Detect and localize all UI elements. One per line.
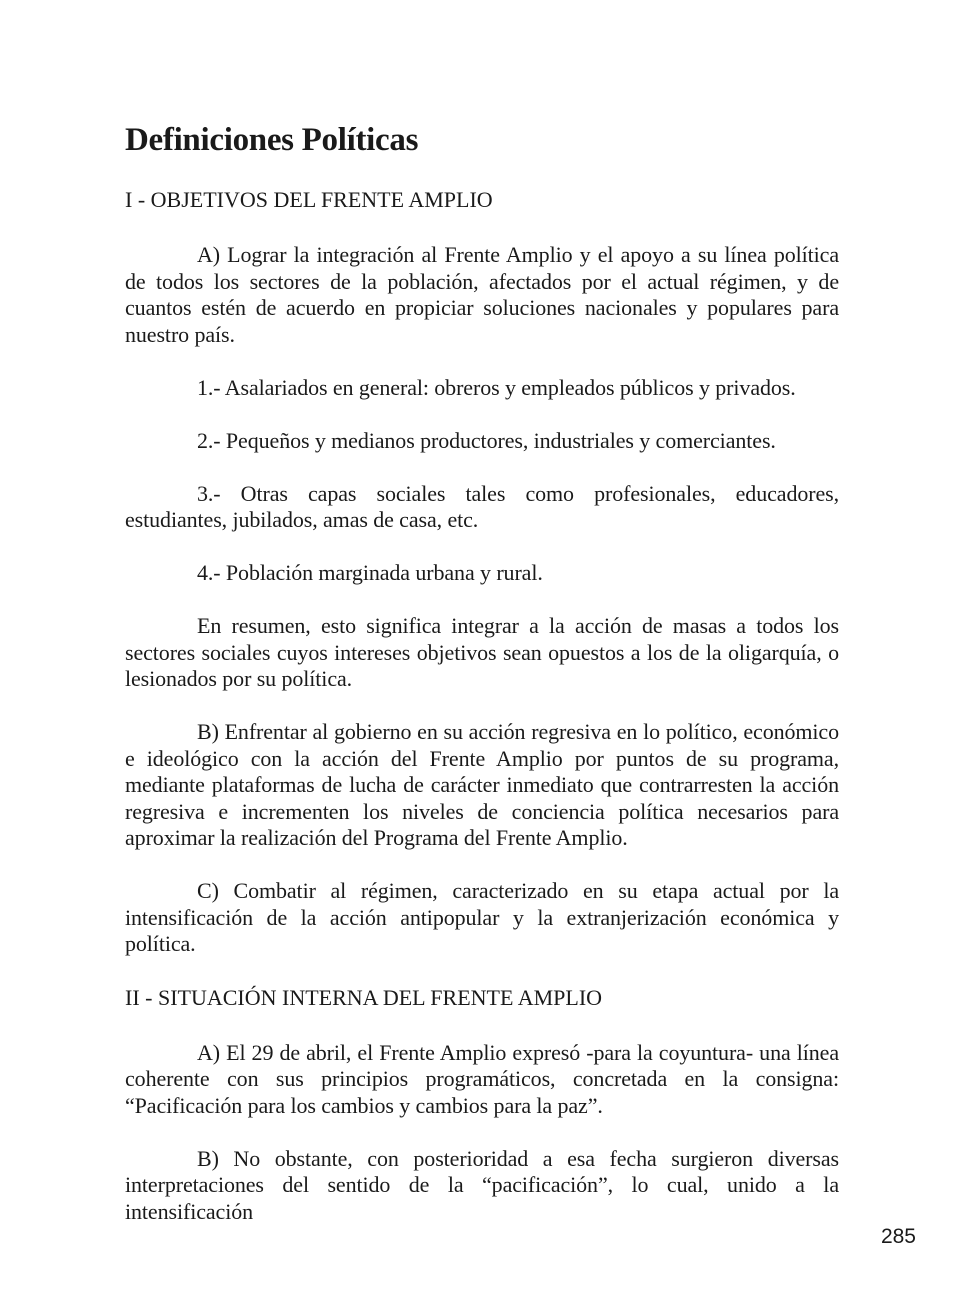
paragraph: A) Lograr la integración al Frente Amplio y el apoyo a su línea política de todos los sectores de la población, afectados por el actual régimen, y de cuantos estén de acuerdo en propiciar soluciones nacionales y populares para nuestro país.: [125, 242, 839, 347]
paragraph: B) Enfrentar al gobierno en su acción regresiva en lo político, económico e ideológico con la acción del Frente Amplio por puntos de su programa, mediante plataformas de lucha de carácter inmediato que contrarresten la acción regresiva e incrementen los niveles de conciencia política necesarios para aproximar la realización del Programa del Frente Amplio.: [125, 719, 839, 850]
page-number: 285: [880, 1225, 916, 1248]
list-item: 1.- Asalariados en general: obreros y empleados públicos y privados.: [197, 374, 796, 400]
list-item: 2.- Pequeños y medianos productores, industriales y comerciantes.: [197, 427, 776, 453]
list-item: 3.- Otras capas sociales tales como profesionales, educadores, estudiantes, jubilados, amas de casa, etc.: [125, 480, 839, 532]
paragraph: B) No obstante, con posterioridad a esa fecha surgieron diversas interpretaciones del sentido de la “pacificación”, lo cual, unido a la intensificación: [125, 1145, 839, 1224]
paragraph: C) Combatir al régimen, caracterizado en su etapa actual por la intensificación de la acción antipopular y la extranjerización económica y política.: [125, 878, 839, 956]
document-title: Definiciones Políticas: [125, 122, 419, 158]
paragraph: En resumen, esto significa integrar a la acción de masas a todos los sectores sociales cuyos intereses objetivos sean opuestos a los de la oligarquía, o lesionados por su política.: [125, 613, 839, 691]
paragraph: A) El 29 de abril, el Frente Amplio expresó -para la coyuntura- una línea coherente con sus principios programáticos, concretada en la consigna: “Pacificación para los cambios y cambios para la paz”.: [125, 1039, 839, 1118]
section-heading-situacion: II - SITUACIÓN INTERNA DEL FRENTE AMPLIO: [125, 984, 603, 1010]
section-heading-objetivos: I - OBJETIVOS DEL FRENTE AMPLIO: [125, 187, 493, 212]
document-page: [125, 118, 839, 1225]
list-item: 4.- Población marginada urbana y rural.: [197, 560, 543, 585]
